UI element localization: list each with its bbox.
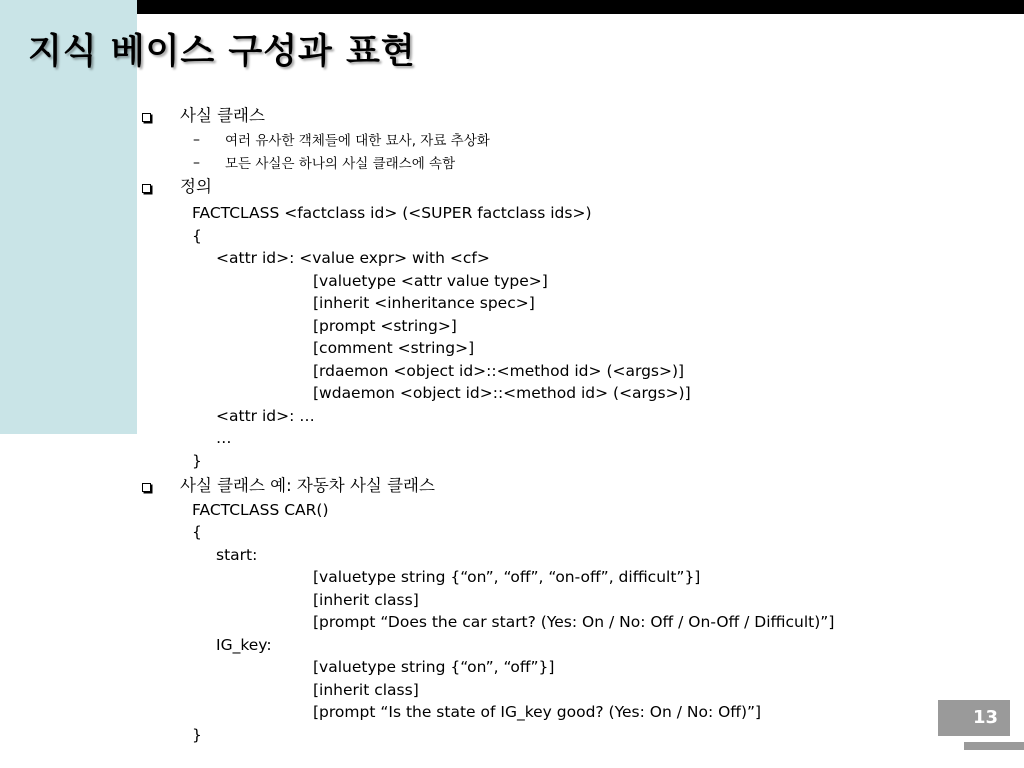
- code-line: [inherit class]: [313, 591, 419, 609]
- list-item: 모든 사실은 하나의 사실 클래스에 속함: [225, 156, 456, 172]
- code-line: FACTCLASS CAR(): [192, 501, 329, 519]
- code-line: [wdaemon <object id>::<method id> (<args>)]: [313, 384, 691, 402]
- section-heading: 사실 클래스: [180, 106, 265, 125]
- slide-title: 지식 베이스 구성과 표현: [28, 32, 416, 72]
- code-line: {: [192, 227, 202, 245]
- code-line: }: [192, 452, 202, 470]
- code-line: start:: [216, 546, 258, 564]
- bullet-icon: [142, 483, 151, 492]
- code-line: }: [192, 726, 202, 744]
- bullet-icon: [142, 184, 151, 193]
- code-line: <attr id>: <value expr> with <cf>: [216, 249, 490, 267]
- code-line: [prompt “Is the state of IG_key good? (Yes: On / No: Off)”]: [313, 703, 762, 721]
- bullet-icon: [142, 113, 151, 122]
- page-underline: [964, 742, 1024, 750]
- code-line: IG_key:: [216, 636, 272, 654]
- code-line: [prompt <string>]: [313, 317, 457, 335]
- code-line: [inherit class]: [313, 681, 419, 699]
- section-heading: 사실 클래스 예: 자동차 사실 클래스: [180, 476, 435, 495]
- code-line: <attr id>: …: [216, 407, 315, 425]
- code-line: FACTCLASS <factclass id> (<SUPER factclass ids>): [192, 204, 592, 222]
- code-line: [rdaemon <object id>::<method id> (<args>)]: [313, 362, 685, 380]
- page-number-box: [938, 700, 1010, 736]
- list-item: 여러 유사한 객체들에 대한 묘사, 자료 추상화: [225, 133, 490, 149]
- dash-icon: –: [193, 155, 200, 171]
- code-line: [comment <string>]: [313, 339, 475, 357]
- dash-icon: –: [193, 132, 200, 148]
- code-line: [prompt “Does the car start? (Yes: On / No: Off / On-Off / Difficult)”]: [313, 613, 835, 631]
- code-line: [valuetype <attr value type>]: [313, 272, 548, 290]
- code-line: …: [216, 429, 232, 447]
- code-line: [inherit <inheritance spec>]: [313, 294, 535, 312]
- code-line: [valuetype string {“on”, “off”, “on-off”, difficult”}]: [313, 568, 701, 586]
- page-number: 13: [972, 707, 998, 728]
- code-line: {: [192, 523, 202, 541]
- section-heading: 정의: [180, 177, 212, 196]
- code-line: [valuetype string {“on”, “off”}]: [313, 658, 555, 676]
